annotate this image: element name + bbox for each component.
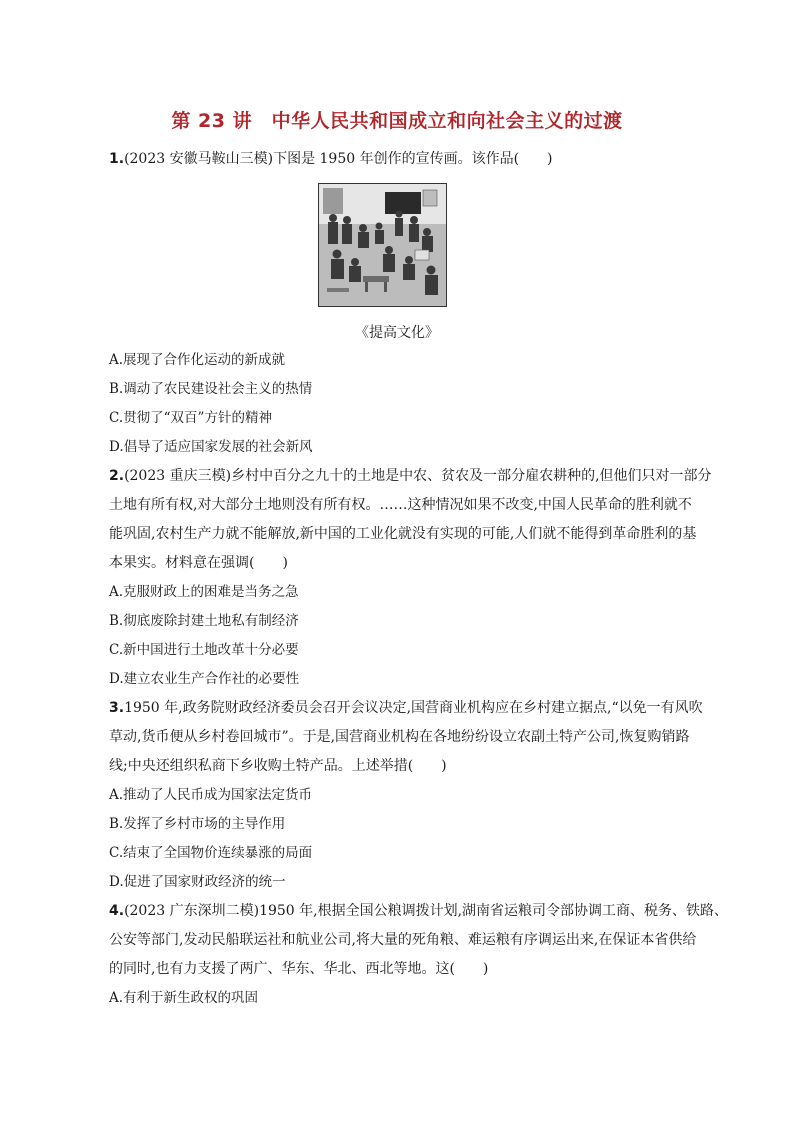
question-2-stem-line-3: 能巩固,农村生产力就不能解放,新中国的工业化就没有实现的可能,人们就不能得到革命胜利的基 — [109, 526, 697, 542]
question-3-number: 3. — [109, 700, 125, 716]
question-3-stem-line-2: 草动,货币便从乡村卷回城市”。于是,国营商业机构在各地纷纷设立农副土特产公司,恢复购销路 — [109, 729, 690, 745]
question-4-stem-line-3: 的同时,也有力支援了两广、华东、华北、西北等地。这( ) — [109, 961, 489, 977]
question-3-option-a: A.推动了人民币成为国家法定货币 — [109, 787, 313, 803]
question-2-option-a: A.克服财政上的困难是当务之急 — [109, 584, 299, 600]
question-1-option-d: D.倡导了适应国家发展的社会新风 — [109, 439, 313, 455]
question-3-option-c: C.结束了全国物价连续暴涨的局面 — [109, 845, 313, 861]
question-4-option-a: A.有利于新生政权的巩固 — [109, 990, 259, 1006]
question-1-option-c: C.贯彻了“双百”方针的精神 — [109, 410, 272, 426]
question-2-number: 2. — [109, 468, 125, 484]
question-1-number: 1. — [109, 151, 125, 167]
question-1-stem: 1.(2023 安徽马鞍山三模)下图是 1950 年创作的宣传画。该作品( ) — [109, 151, 553, 167]
question-4-stem-line-2: 公安等部门,发动民船联运社和航业公司,将大量的死角粮、难运粮有序调运出来,在保证本省供给 — [109, 932, 697, 948]
question-2-stem-line-2: 土地有所有权,对大部分土地则没有所有权。……这种情况如果不改变,中国人民革命的胜利就不 — [109, 497, 692, 513]
propaganda-painting-image — [318, 183, 447, 307]
question-3-stem-line-3: 线;中央还组织私商下乡收购土特产品。上述举措( ) — [109, 758, 447, 774]
question-4-stem-line-1: 4.(2023 广东深圳二模)1950 年,根据全国公粮调拨计划,湖南省运粮司令部协调工商、税务、铁路、 — [109, 903, 729, 919]
image-caption: 《提高文化》 — [355, 325, 439, 341]
propaganda-painting-illustration — [319, 184, 446, 306]
question-2-stem-line-1: 2.(2023 重庆三模)乡村中百分之九十的土地是中农、贫农及一部分雇农耕种的,但他们只对一部分 — [109, 468, 712, 484]
question-2-option-b: B.彻底废除封建土地私有制经济 — [109, 613, 299, 629]
question-4-number: 4. — [109, 903, 125, 919]
question-2-option-d: D.建立农业生产合作社的必要性 — [109, 671, 300, 687]
question-3-option-b: B.发挥了乡村市场的主导作用 — [109, 816, 286, 832]
question-3-stem-line-1: 3.1950 年,政务院财政经济委员会召开会议决定,国营商业机构应在乡村建立据点,“以免一有风吹 — [109, 700, 703, 716]
question-1-option-b: B.调动了农民建设社会主义的热情 — [109, 381, 313, 397]
question-3-option-d: D.促进了国家财政经济的统一 — [109, 874, 286, 890]
question-2-option-c: C.新中国进行土地改革十分必要 — [109, 642, 299, 658]
lesson-title: 第 23 讲 中华人民共和国成立和向社会主义的过渡 — [171, 110, 623, 132]
question-2-stem-line-4: 本果实。材料意在强调( ) — [109, 555, 288, 571]
question-1-option-a: A.展现了合作化运动的新成就 — [109, 352, 286, 368]
